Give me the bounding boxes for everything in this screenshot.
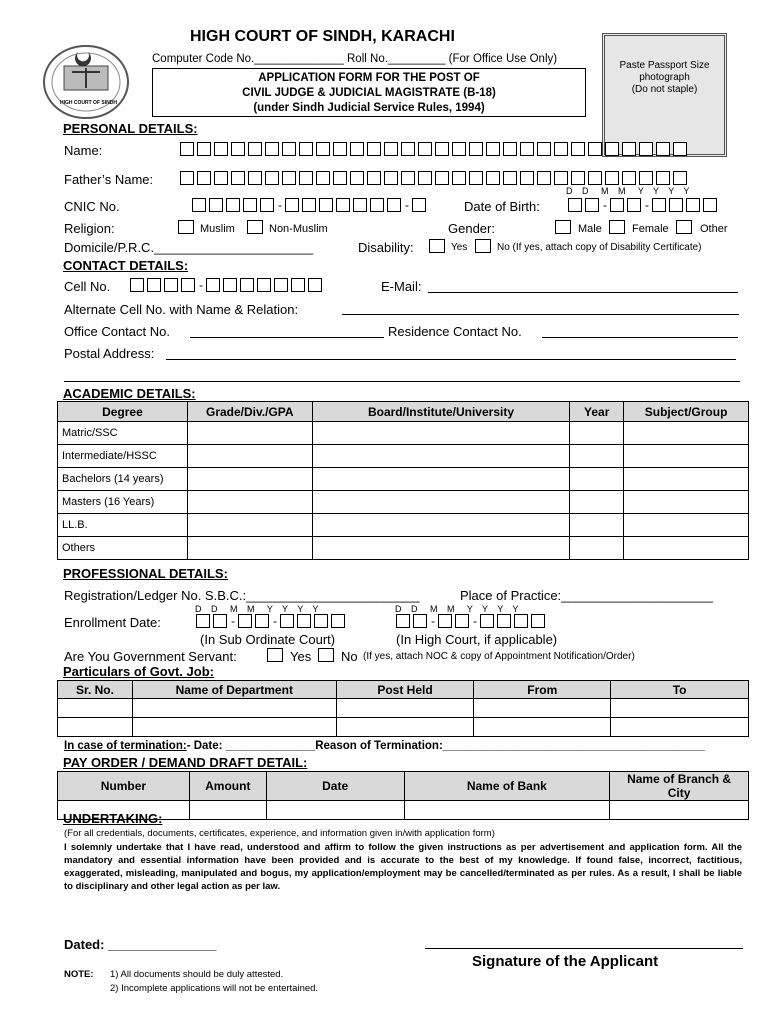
char-box[interactable] xyxy=(350,142,364,156)
char-box[interactable] xyxy=(226,198,240,212)
degree-cell: Matric/SSC xyxy=(58,422,188,445)
undertaking-heading: UNDERTAKING: xyxy=(63,811,163,826)
char-box[interactable] xyxy=(192,198,206,212)
char-box[interactable] xyxy=(514,614,528,628)
char-box[interactable] xyxy=(265,142,279,156)
year-cell[interactable] xyxy=(570,468,624,491)
gender-label: Gender: xyxy=(448,221,495,236)
char-box[interactable] xyxy=(622,142,636,156)
postal-address-field-2[interactable] xyxy=(64,369,740,382)
separator-dash: - xyxy=(231,614,235,628)
cell[interactable] xyxy=(58,718,133,737)
char-box[interactable] xyxy=(571,142,585,156)
char-box[interactable] xyxy=(418,142,432,156)
govt-servant-no-label: No xyxy=(341,649,358,664)
char-box[interactable] xyxy=(214,171,228,185)
grade-cell[interactable] xyxy=(187,468,312,491)
govt-job-table xyxy=(57,680,749,737)
photo-box[interactable] xyxy=(602,33,727,157)
char-box[interactable] xyxy=(367,142,381,156)
male-label: Male xyxy=(578,223,602,235)
char-box[interactable] xyxy=(673,142,687,156)
grade-cell[interactable] xyxy=(187,422,312,445)
registration-field[interactable]: Registration/Ledger No. S.B.C.:________________________ xyxy=(64,588,420,603)
char-box[interactable] xyxy=(130,278,144,292)
char-box[interactable] xyxy=(285,198,299,212)
form-title-line3: (under Sindh Judicial Service Rules, 1994) xyxy=(253,102,485,114)
char-box[interactable] xyxy=(486,171,500,185)
subject-cell[interactable] xyxy=(624,491,749,514)
char-box[interactable] xyxy=(413,614,427,628)
govt-header-department: Name of Department xyxy=(132,681,336,699)
char-box[interactable] xyxy=(480,614,494,628)
char-box[interactable] xyxy=(282,142,296,156)
char-box[interactable] xyxy=(503,171,517,185)
char-box[interactable] xyxy=(384,142,398,156)
table-row xyxy=(58,422,749,445)
char-box[interactable] xyxy=(418,171,432,185)
char-box[interactable] xyxy=(333,142,347,156)
char-box[interactable] xyxy=(314,614,328,628)
char-box[interactable] xyxy=(703,198,717,212)
note-label: NOTE: xyxy=(64,969,94,980)
board-cell[interactable] xyxy=(312,514,570,537)
name-label: Name: xyxy=(64,143,103,158)
char-box[interactable] xyxy=(656,171,670,185)
govt-header-from: From xyxy=(474,681,611,699)
academic-header-year: Year xyxy=(570,402,624,422)
char-box[interactable] xyxy=(497,614,511,628)
table-row xyxy=(58,537,749,560)
char-box[interactable] xyxy=(571,171,585,185)
char-box[interactable] xyxy=(639,171,653,185)
high-court-date-hint: D D M M Y Y Y Y xyxy=(395,604,519,614)
court-seal xyxy=(40,40,132,122)
pay-header-date: Date xyxy=(266,772,404,801)
separator-dash: - xyxy=(645,198,649,212)
sub-court-date-boxes[interactable] xyxy=(196,614,348,628)
char-box[interactable] xyxy=(180,171,194,185)
char-box[interactable] xyxy=(686,198,700,212)
char-box[interactable] xyxy=(299,171,313,185)
char-box[interactable] xyxy=(282,171,296,185)
char-box[interactable] xyxy=(384,171,398,185)
char-box[interactable] xyxy=(520,171,534,185)
govt-header-post: Post Held xyxy=(336,681,474,699)
govt-servant-label: Are You Government Servant: xyxy=(64,649,237,664)
separator-dash: - xyxy=(431,614,435,628)
cell-boxes[interactable] xyxy=(130,278,325,292)
char-box[interactable] xyxy=(265,171,279,185)
subject-cell[interactable] xyxy=(624,537,749,560)
father-name-label: Father’s Name: xyxy=(64,172,154,187)
high-court-date-boxes[interactable] xyxy=(396,614,548,628)
board-cell[interactable] xyxy=(312,422,570,445)
signature-label: Signature of the Applicant xyxy=(472,953,659,970)
char-box[interactable] xyxy=(520,142,534,156)
domicile-field[interactable]: Domicile/P.R.C.______________________ xyxy=(64,240,314,255)
char-box[interactable] xyxy=(387,198,401,212)
char-box[interactable] xyxy=(291,278,305,292)
char-box[interactable] xyxy=(231,171,245,185)
char-box[interactable] xyxy=(231,142,245,156)
disability-yes-label: Yes xyxy=(451,242,468,253)
char-box[interactable] xyxy=(367,171,381,185)
father-name-boxes[interactable] xyxy=(180,171,690,185)
enrollment-label: Enrollment Date: xyxy=(64,615,161,630)
contact-details-heading: CONTACT DETAILS: xyxy=(63,258,189,273)
separator-dash: - xyxy=(278,198,282,212)
char-box[interactable] xyxy=(333,171,347,185)
char-box[interactable] xyxy=(180,142,194,156)
photo-line3: (Do not staple) xyxy=(631,84,698,95)
char-box[interactable] xyxy=(248,171,262,185)
dob-boxes[interactable] xyxy=(568,198,720,212)
cnic-label: CNIC No. xyxy=(64,199,120,214)
char-box[interactable] xyxy=(435,171,449,185)
subject-cell[interactable] xyxy=(624,514,749,537)
govt-job-heading: Particulars of Govt. Job: xyxy=(63,664,214,679)
cell[interactable] xyxy=(474,699,611,718)
char-box[interactable] xyxy=(243,198,257,212)
char-box[interactable] xyxy=(299,142,313,156)
char-box[interactable] xyxy=(452,171,466,185)
disability-label: Disability: xyxy=(358,240,414,255)
residence-contact-field[interactable] xyxy=(542,325,738,338)
govt-servant-no-checkbox[interactable] xyxy=(318,648,334,662)
academic-header-board: Board/Institute/University xyxy=(312,402,570,422)
char-box[interactable] xyxy=(260,198,274,212)
table-row xyxy=(58,491,749,514)
cell[interactable] xyxy=(266,801,404,820)
academic-header-degree: Degree xyxy=(58,402,188,422)
office-contact-field[interactable] xyxy=(190,325,384,338)
govt-servant-yes-checkbox[interactable] xyxy=(267,648,283,662)
pay-header-bank: Name of Bank xyxy=(404,772,610,801)
office-contact-label: Office Contact No. xyxy=(64,324,170,339)
char-box[interactable] xyxy=(639,142,653,156)
undertaking-subtitle: (For all credentials, documents, certificates, experience, and information given in/with application form) xyxy=(64,828,495,839)
cell-label: Cell No. xyxy=(64,279,111,294)
pay-header-amount: Amount xyxy=(189,772,266,801)
govt-header-srno: Sr. No. xyxy=(58,681,133,699)
academic-header-grade: Grade/Div./GPA xyxy=(187,402,312,422)
grade-cell[interactable] xyxy=(187,491,312,514)
char-box[interactable] xyxy=(401,142,415,156)
year-cell[interactable] xyxy=(570,445,624,468)
char-box[interactable] xyxy=(308,278,322,292)
char-box[interactable] xyxy=(350,171,364,185)
char-box[interactable] xyxy=(331,614,345,628)
char-box[interactable] xyxy=(438,614,452,628)
other-checkbox[interactable] xyxy=(676,220,692,234)
table-row xyxy=(58,699,749,718)
residence-contact-label: Residence Contact No. xyxy=(388,324,522,339)
char-box[interactable] xyxy=(588,142,602,156)
char-box[interactable] xyxy=(214,142,228,156)
char-box[interactable] xyxy=(537,171,551,185)
court-title: HIGH COURT OF SINDH, KARACHI xyxy=(190,28,455,45)
char-box[interactable] xyxy=(223,278,237,292)
char-box[interactable] xyxy=(588,171,602,185)
note-1: 1) All documents should be duly attested. xyxy=(110,969,284,980)
cell[interactable] xyxy=(611,718,749,737)
form-title-line2: CIVIL JUDGE & JUDICIAL MAGISTRATE (B-18) xyxy=(242,87,496,99)
char-box[interactable] xyxy=(503,142,517,156)
postal-address-field[interactable] xyxy=(166,347,736,360)
place-of-practice-field[interactable]: Place of Practice:_____________________ xyxy=(460,588,713,603)
table-row xyxy=(58,718,749,737)
seal-text: HIGH COURT OF SINDH xyxy=(60,100,117,106)
dob-hint: D D M M Y Y Y Y xyxy=(566,186,690,196)
char-box[interactable] xyxy=(370,198,384,212)
religion-label: Religion: xyxy=(64,221,115,236)
char-box[interactable] xyxy=(257,278,271,292)
alt-cell-label: Alternate Cell No. with Name & Relation: xyxy=(64,302,299,317)
char-box[interactable] xyxy=(656,142,670,156)
char-box[interactable] xyxy=(196,614,210,628)
signature-line[interactable] xyxy=(425,948,743,949)
academic-table xyxy=(57,401,749,560)
char-box[interactable] xyxy=(412,198,426,212)
board-cell[interactable] xyxy=(312,537,570,560)
char-box[interactable] xyxy=(537,142,551,156)
char-box[interactable] xyxy=(554,142,568,156)
photo-line2: photograph xyxy=(639,72,690,83)
year-cell[interactable] xyxy=(570,422,624,445)
grade-cell[interactable] xyxy=(187,445,312,468)
form-title-line1: APPLICATION FORM FOR THE POST OF xyxy=(258,72,480,84)
cnic-boxes[interactable] xyxy=(192,198,429,212)
subject-cell[interactable] xyxy=(624,468,749,491)
degree-cell: LL.B. xyxy=(58,514,188,537)
cell[interactable] xyxy=(132,699,336,718)
note-2: 2) Incomplete applications will not be entertained. xyxy=(110,983,319,994)
char-box[interactable] xyxy=(197,171,211,185)
char-box[interactable] xyxy=(213,614,227,628)
muslim-label: Muslim xyxy=(200,223,235,235)
termination-reason: Reason of Termination:_________________________________________ xyxy=(315,740,706,752)
board-cell[interactable] xyxy=(312,468,570,491)
year-cell[interactable] xyxy=(570,491,624,514)
professional-details-heading: PROFESSIONAL DETAILS: xyxy=(63,566,228,581)
non-muslim-label: Non-Muslim xyxy=(269,223,328,235)
char-box[interactable] xyxy=(469,171,483,185)
char-box[interactable] xyxy=(197,142,211,156)
char-box[interactable] xyxy=(652,198,666,212)
char-box[interactable] xyxy=(316,171,330,185)
female-checkbox[interactable] xyxy=(609,220,625,234)
char-box[interactable] xyxy=(238,614,252,628)
academic-details-heading: ACADEMIC DETAILS: xyxy=(63,386,196,401)
char-box[interactable] xyxy=(147,278,161,292)
termination-line[interactable] xyxy=(64,740,705,752)
sub-court-label: (In Sub Ordinate Court) xyxy=(200,632,336,647)
cell[interactable] xyxy=(132,718,336,737)
degree-cell: Intermediate/HSSC xyxy=(58,445,188,468)
char-box[interactable] xyxy=(336,198,350,212)
pay-header-number: Number xyxy=(58,772,190,801)
disability-yes-checkbox[interactable] xyxy=(429,239,445,253)
char-box[interactable] xyxy=(302,198,316,212)
disability-no-checkbox[interactable] xyxy=(475,239,491,253)
grade-cell[interactable] xyxy=(187,537,312,560)
dated-field[interactable]: Dated: _______________ xyxy=(64,937,217,952)
cell[interactable] xyxy=(336,718,474,737)
cell[interactable] xyxy=(610,801,749,820)
pay-order-heading: PAY ORDER / DEMAND DRAFT DETAIL: xyxy=(63,755,308,770)
char-box[interactable] xyxy=(627,198,641,212)
char-box[interactable] xyxy=(206,278,220,292)
char-box[interactable] xyxy=(316,142,330,156)
cell[interactable] xyxy=(336,699,474,718)
char-box[interactable] xyxy=(486,142,500,156)
char-box[interactable] xyxy=(396,614,410,628)
personal-details-heading: PERSONAL DETAILS: xyxy=(63,121,198,136)
board-cell[interactable] xyxy=(312,491,570,514)
char-box[interactable] xyxy=(455,614,469,628)
char-box[interactable] xyxy=(435,142,449,156)
email-field[interactable] xyxy=(428,280,738,293)
char-box[interactable] xyxy=(181,278,195,292)
govt-servant-note: (If yes, attach NOC & copy of Appointment Notification/Order) xyxy=(363,651,635,662)
char-box[interactable] xyxy=(353,198,367,212)
char-box[interactable] xyxy=(605,142,619,156)
char-box[interactable] xyxy=(469,142,483,156)
year-cell[interactable] xyxy=(570,514,624,537)
govt-header-to: To xyxy=(611,681,749,699)
year-cell[interactable] xyxy=(570,537,624,560)
office-use-line: Computer Code No.______________ Roll No._________ (For Office Use Only) xyxy=(152,53,558,65)
separator-dash: - xyxy=(603,198,607,212)
other-label: Other xyxy=(700,223,728,235)
char-box[interactable] xyxy=(240,278,254,292)
female-label: Female xyxy=(632,223,669,235)
undertaking-body: I solemnly undertake that I have read, understood and affirm to follow the given instructions as per advertisement and application form. All the mandatory and essential information have been provided and is accurate to the best of my knowledge. If found false, incorrect, factitious, exaggerated, misleading, manipulated and bogus, my application/employment may be cancelled/terminated as per rules. As a result, I shall be liable to disciplinary and other legal action as per law. xyxy=(64,842,742,892)
pay-header-branch: Name of Branch & City xyxy=(610,772,749,801)
char-box[interactable] xyxy=(297,614,311,628)
govt-servant-yes-label: Yes xyxy=(290,649,312,664)
name-boxes[interactable] xyxy=(180,142,690,156)
non-muslim-checkbox[interactable] xyxy=(247,220,263,234)
cell[interactable] xyxy=(404,801,610,820)
char-box[interactable] xyxy=(255,614,269,628)
char-box[interactable] xyxy=(452,142,466,156)
termination-label: In case of termination: xyxy=(64,740,187,752)
cell[interactable] xyxy=(58,699,133,718)
grade-cell[interactable] xyxy=(187,514,312,537)
char-box[interactable] xyxy=(605,171,619,185)
char-box[interactable] xyxy=(280,614,294,628)
char-box[interactable] xyxy=(164,278,178,292)
char-box[interactable] xyxy=(610,198,624,212)
char-box[interactable] xyxy=(622,171,636,185)
char-box[interactable] xyxy=(585,198,599,212)
termination-date: - Date: ______________ xyxy=(186,740,316,752)
separator-dash: - xyxy=(405,198,409,212)
academic-header-subject: Subject/Group xyxy=(624,402,749,422)
char-box[interactable] xyxy=(673,171,687,185)
separator-dash: - xyxy=(199,278,203,292)
char-box[interactable] xyxy=(319,198,333,212)
cell[interactable] xyxy=(474,718,611,737)
degree-cell: Masters (16 Years) xyxy=(58,491,188,514)
sub-court-date-hint: D D M M Y Y Y Y xyxy=(195,604,319,614)
disability-no-label: No (If yes, attach copy of Disability Certificate) xyxy=(497,242,702,253)
form-title-box xyxy=(152,68,586,117)
postal-address-label: Postal Address: xyxy=(64,346,155,361)
board-cell[interactable] xyxy=(312,445,570,468)
char-box[interactable] xyxy=(209,198,223,212)
table-row xyxy=(58,514,749,537)
degree-cell: Bachelors (14 years) xyxy=(58,468,188,491)
cell[interactable] xyxy=(189,801,266,820)
photo-line1: Paste Passport Size xyxy=(619,60,710,71)
subject-cell[interactable] xyxy=(624,422,749,445)
table-row xyxy=(58,445,749,468)
muslim-checkbox[interactable] xyxy=(178,220,194,234)
alt-cell-field[interactable] xyxy=(342,302,739,315)
table-row xyxy=(58,468,749,491)
char-box[interactable] xyxy=(401,171,415,185)
email-label: E-Mail: xyxy=(381,279,422,294)
separator-dash: - xyxy=(473,614,477,628)
male-checkbox[interactable] xyxy=(555,220,571,234)
char-box[interactable] xyxy=(531,614,545,628)
char-box[interactable] xyxy=(568,198,582,212)
high-court-label: (In High Court, if applicable) xyxy=(396,632,558,647)
degree-cell: Others xyxy=(58,537,188,560)
dob-label: Date of Birth: xyxy=(464,199,540,214)
subject-cell[interactable] xyxy=(624,445,749,468)
cell[interactable] xyxy=(611,699,749,718)
char-box[interactable] xyxy=(274,278,288,292)
char-box[interactable] xyxy=(669,198,683,212)
separator-dash: - xyxy=(273,614,277,628)
char-box[interactable] xyxy=(248,142,262,156)
char-box[interactable] xyxy=(554,171,568,185)
